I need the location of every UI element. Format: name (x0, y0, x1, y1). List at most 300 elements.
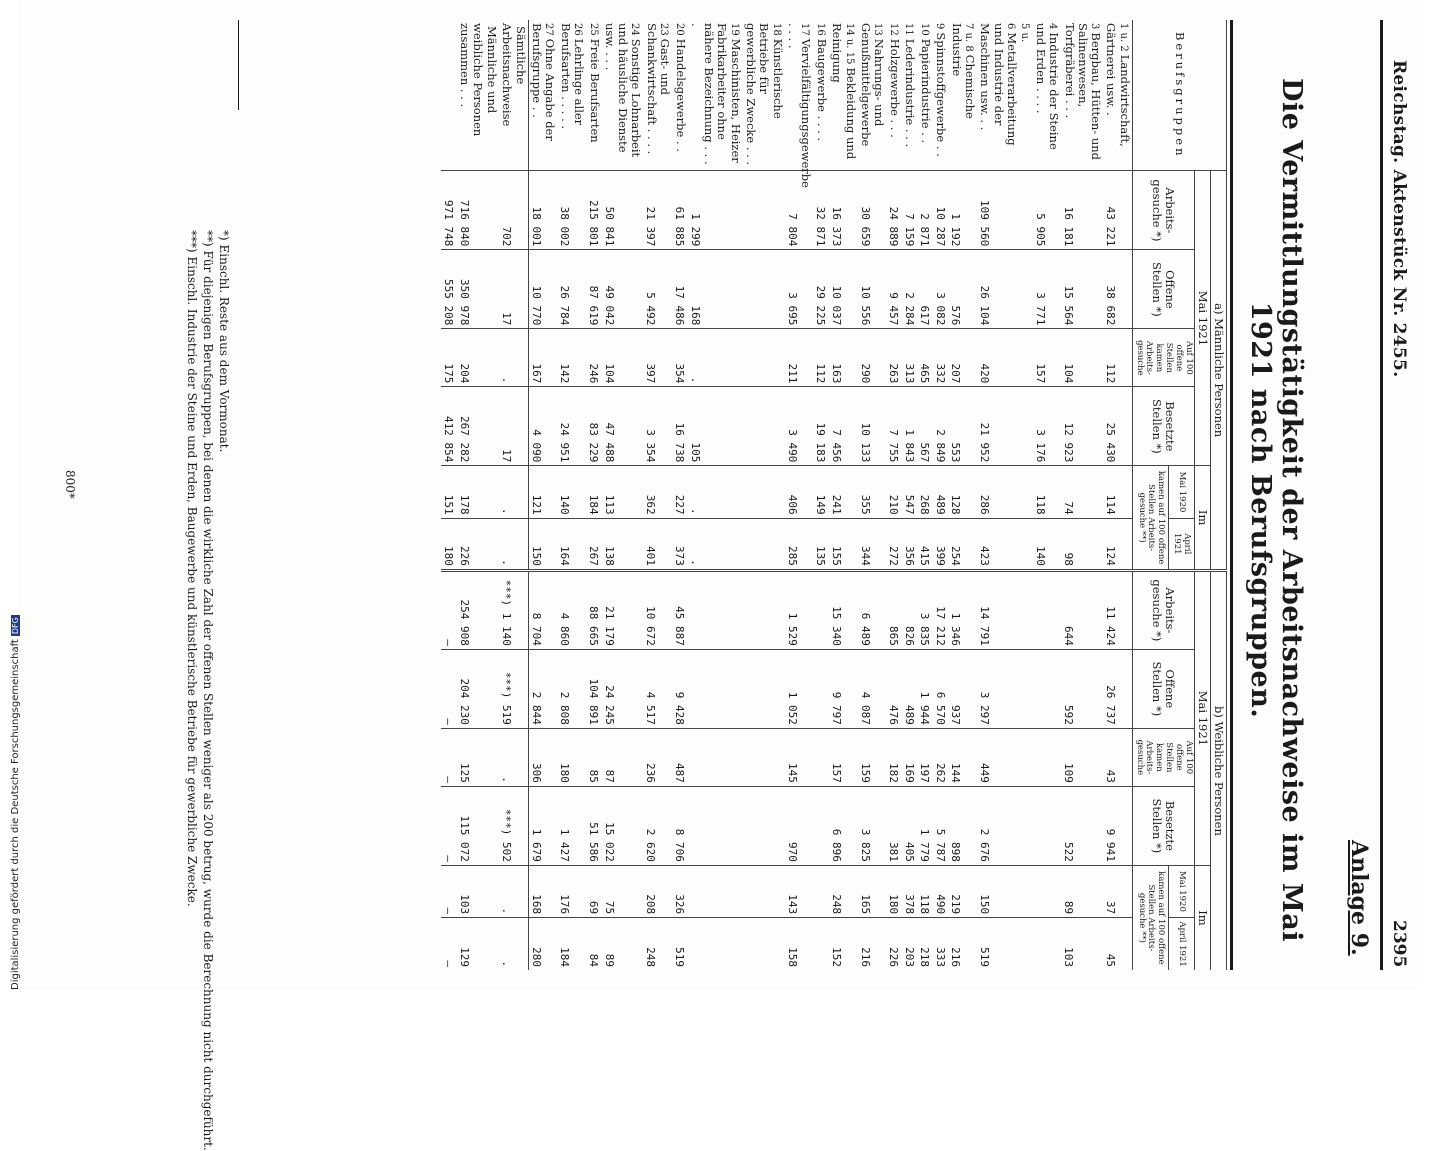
col-mai1920-w: Mai 1920 (1169, 865, 1194, 917)
row-label (499, 20, 528, 171)
running-header: Reichstag. Aktenstück Nr. 2455. (1389, 60, 1409, 378)
cell-m-3: 7 755 (886, 387, 902, 466)
col-im-note-w: kamen auf 100 offene Stellen Arbeits-gesuche **) (1132, 865, 1168, 970)
row-label (1033, 20, 1062, 171)
cell-m-4: 355 (858, 466, 887, 518)
col-arbeitsgesuche-m: Arbeits-gesuche *) (1132, 171, 1194, 250)
row-label-text: Nahrungs- und Genußmittelgewerbe (858, 23, 887, 147)
table-row (643, 20, 672, 970)
cell-m-3: 17 (499, 387, 528, 466)
cell-w-5: 45 (1103, 918, 1132, 970)
row-label (814, 20, 830, 171)
cell-m-5: 164 (557, 518, 586, 570)
cell-m-1: 3 771 (1033, 250, 1062, 329)
cell-w-2: 487 (672, 728, 688, 786)
cell-m-2: 104 (1061, 329, 1103, 387)
cell-m-1: 350 978 (457, 250, 499, 329)
cell-m-3: 3 354 (643, 387, 672, 466)
cell-w-0 (1033, 570, 1062, 649)
cell-w-1: 1 052 (785, 649, 814, 728)
cell-w-1: 1 944 (917, 649, 933, 728)
cell-m-2: 465 (917, 329, 933, 387)
cell-w-3: 522 (1061, 786, 1103, 865)
cell-m-0: 16 181 (1061, 171, 1103, 250)
cell-m-5: . (688, 518, 743, 570)
cell-w-0: 14 791 (977, 570, 1032, 649)
table-row (1033, 20, 1062, 970)
cell-m-5: 285 (785, 518, 814, 570)
cell-w-3 (1033, 786, 1062, 865)
cell-w-1: 592 (1061, 649, 1103, 728)
cell-m-1: 26 104 (977, 250, 1032, 329)
row-label-text: Spinnstoffgewerbe . . (934, 32, 949, 157)
cell-m-1: 3 082 (933, 250, 949, 329)
table-row (688, 20, 743, 970)
cell-w-1: 9 797 (829, 649, 858, 728)
cell-w-0: 644 (1061, 570, 1103, 649)
header-rule (1380, 20, 1383, 970)
cell-w-4: . (499, 865, 528, 917)
cell-m-3: 16 738 (672, 387, 688, 466)
cell-m-2: 163 (829, 329, 858, 387)
cell-m-5: 423 (977, 518, 1032, 570)
cell-w-0: 254 908 (457, 570, 499, 649)
cell-w-5: . (499, 918, 528, 970)
cell-w-5: 218 (917, 918, 933, 970)
cell-w-0: 3 835 (917, 570, 933, 649)
cell-w-1: 24 245 (602, 649, 644, 728)
row-number: 18 (770, 23, 782, 36)
cell-m-0: 21 397 (643, 171, 672, 250)
cell-w-2 (1033, 728, 1062, 786)
cell-m-4: 268 (917, 466, 933, 518)
cell-w-0: 6 489 (858, 570, 887, 649)
cell-m-2: 332 (933, 329, 949, 387)
row-number: 27 (543, 23, 555, 36)
cell-m-3 (743, 387, 785, 466)
cell-m-3: 21 952 (977, 387, 1032, 466)
cell-w-0 (814, 570, 830, 649)
cell-m-2: 420 (977, 329, 1032, 387)
table-row (977, 20, 1032, 970)
cell-m-3: 12 923 (1061, 387, 1103, 466)
cell-w-0: 865 (886, 570, 902, 649)
cell-w-5: — (441, 918, 457, 970)
row-label-text: Holzgewerbe . . . (887, 38, 902, 138)
cell-m-0 (743, 171, 785, 250)
cell-m-5: 226 (457, 518, 499, 570)
cell-w-5: 216 (948, 918, 977, 970)
cell-w-3: 3 825 (858, 786, 887, 865)
row-number: 10 (918, 23, 930, 36)
cell-w-5: 519 (977, 918, 1032, 970)
footnote-1: *) Einschl. Reste aus dem Vormonat. (217, 230, 231, 453)
cell-w-0: — (441, 570, 457, 649)
col-offene-w: Offene Stellen *) (1132, 649, 1194, 728)
cell-w-4 (743, 865, 785, 917)
cell-w-0: 4 860 (557, 570, 586, 649)
col-auf100-m: Auf 100 offene Stellen kamen Arbeits-gesuche (1132, 329, 1194, 387)
cell-m-3: 25 430 (1103, 387, 1132, 466)
cell-m-2: . (688, 329, 743, 387)
cell-m-5: 401 (643, 518, 672, 570)
col-april1921-w: April 1921 (1169, 918, 1194, 970)
cell-m-1: 26 784 (557, 250, 586, 329)
cell-w-2 (814, 728, 830, 786)
row-label (948, 20, 977, 171)
cell-w-0: 8 704 (528, 570, 557, 649)
cell-w-1: 204 230 (457, 649, 499, 728)
cell-m-1 (743, 250, 785, 329)
cell-m-0: 32 871 (814, 171, 830, 250)
cell-w-5: 84 (586, 918, 602, 970)
cell-w-3: 6 896 (829, 786, 858, 865)
cell-m-0: 38 002 (557, 171, 586, 250)
table-row (858, 20, 887, 970)
row-number: 1 u. 2 (1117, 23, 1129, 52)
cell-w-1 (688, 649, 743, 728)
cell-w-4: 490 (933, 865, 949, 917)
cell-w-4 (1033, 865, 1062, 917)
cell-m-2: 204 (457, 329, 499, 387)
table-row (785, 20, 814, 970)
row-label (672, 20, 688, 171)
cell-w-3 (743, 786, 785, 865)
cell-m-2: 290 (858, 329, 887, 387)
row-label-text: Künstlerische Betriebe für gewerbliche Zwecke . . . (744, 23, 785, 166)
cell-w-2: 197 (917, 728, 933, 786)
cell-w-1: 26 737 (1103, 649, 1132, 728)
cell-m-0: 16 373 (829, 171, 858, 250)
cell-w-4: 118 (917, 865, 933, 917)
cell-m-0: 24 889 (886, 171, 902, 250)
row-label (829, 20, 858, 171)
footnotes (183, 230, 232, 1151)
cell-m-4: 362 (643, 466, 672, 518)
cell-m-4: 184 (586, 466, 602, 518)
row-label (743, 20, 785, 171)
cell-w-2: 180 (557, 728, 586, 786)
page-footer-number: 800* (63, 470, 77, 499)
cell-m-2: 142 (557, 329, 586, 387)
row-label (457, 20, 499, 171)
row-label (1103, 20, 1132, 171)
table-row (602, 20, 644, 970)
cell-w-4: 143 (785, 865, 814, 917)
row-number: 3 (1089, 23, 1101, 30)
cell-m-3: 24 951 (557, 387, 586, 466)
cell-m-0: 1 299 (688, 171, 743, 250)
col-im-w: Im (1194, 865, 1210, 970)
cell-m-0: 50 841 (602, 171, 644, 250)
cell-m-5 (743, 518, 785, 570)
table-row (557, 20, 586, 970)
cell-m-2: 313 (902, 329, 918, 387)
cell-m-1: 38 682 (1103, 250, 1132, 329)
cell-w-1: 104 891 (586, 649, 602, 728)
page-number: 2395 (1389, 920, 1409, 968)
cell-w-1: ***) 519 (499, 649, 528, 728)
table-row (1061, 20, 1103, 970)
row-label-text: Handelsgewerbe . . (673, 38, 688, 152)
cell-w-1: 3 297 (977, 649, 1032, 728)
cell-w-0: 11 424 (1103, 570, 1132, 649)
row-number: 23 (658, 23, 670, 36)
cell-m-5: 124 (1103, 518, 1132, 570)
cell-w-3: 898 (948, 786, 977, 865)
cell-m-5: 140 (1033, 518, 1062, 570)
cell-m-4: 140 (557, 466, 586, 518)
row-label (933, 20, 949, 171)
cell-w-2: 182 (886, 728, 902, 786)
cell-w-2: 157 (829, 728, 858, 786)
table-body (441, 20, 1132, 970)
cell-m-1: 576 (948, 250, 977, 329)
cell-m-0: 30 659 (858, 171, 887, 250)
cell-w-0 (743, 570, 785, 649)
cell-m-1: 10 770 (528, 250, 557, 329)
table-row (586, 20, 602, 970)
cell-w-3: 51 586 (586, 786, 602, 865)
col-arbeitsgesuche-w: Arbeits-gesuche *) (1132, 570, 1194, 649)
row-label (528, 20, 557, 171)
cell-m-0: 5 905 (1033, 171, 1062, 250)
row-label-text: Freie Berufsarten (587, 38, 602, 143)
col-berufsgruppen: Berufsgruppen (1132, 20, 1226, 171)
footnote-2: **) Für diejenigen Berufsgruppen, bei denen die wirkliche Zahl der offenen Stellen weniger als 200 betrug, wurde die Berechnung nicht durchgeführt. (200, 230, 215, 1151)
cell-w-2: 145 (785, 728, 814, 786)
cell-m-5: 155 (829, 518, 858, 570)
cell-w-2: 449 (977, 728, 1032, 786)
cell-w-5: 248 (643, 918, 672, 970)
cell-w-5 (743, 918, 785, 970)
row-label-text: Sonstige Lohnarbeit und häusliche Dienste usw. . . . (602, 23, 644, 158)
row-label (902, 20, 918, 171)
cell-m-4: 121 (528, 466, 557, 518)
cell-m-4 (743, 466, 785, 518)
row-label-text: Männliche und weibliche Personen zusammen . . . (458, 23, 499, 137)
cell-w-3: 2 676 (977, 786, 1032, 865)
cell-m-3: 105 (688, 387, 743, 466)
cell-w-4: 168 (528, 865, 557, 917)
cell-w-0 (688, 570, 743, 649)
cell-m-5: 98 (1061, 518, 1103, 570)
cell-m-1: 10 556 (858, 250, 887, 329)
row-label-text: Sämtliche Arbeitsnachweise (500, 23, 528, 127)
cell-m-5: 254 (948, 518, 977, 570)
cell-w-4: 176 (557, 865, 586, 917)
row-label-text: Papierindustrie . . (918, 38, 933, 144)
cell-m-3: 553 (948, 387, 977, 466)
cell-w-3: 405 (902, 786, 918, 865)
cell-w-5: 152 (829, 918, 858, 970)
row-label (785, 20, 814, 188)
cell-m-1: 2 284 (902, 250, 918, 329)
cell-w-2 (743, 728, 785, 786)
cell-w-0: 88 665 (586, 570, 602, 649)
row-number: 5 u. 6 (1005, 23, 1030, 43)
cell-m-0: 702 (499, 171, 528, 250)
cell-m-4: . (499, 466, 528, 518)
cell-m-0: 109 560 (977, 171, 1032, 250)
credit-text: Digitalisierung gefördert durch die Deutsche Forschungsgemeinschaft (10, 639, 21, 990)
cell-m-0: 61 885 (672, 171, 688, 250)
col-april1921-m: April 1921 (1169, 518, 1194, 570)
cell-w-4: — (441, 865, 457, 917)
digitization-credit (10, 615, 21, 990)
cell-w-2: 159 (858, 728, 887, 786)
cell-m-5: 267 (586, 518, 602, 570)
row-label-text: Gast- und Schankwirtschaft . . . . (644, 23, 673, 155)
cell-w-5: 280 (528, 918, 557, 970)
cell-w-5: 103 (1061, 918, 1103, 970)
cell-m-2: 104 (602, 329, 644, 387)
dfg-logo: DFG (11, 617, 20, 635)
cell-m-3: 4 090 (528, 387, 557, 466)
cell-m-3: 19 183 (814, 387, 830, 466)
cell-w-1 (1033, 649, 1062, 728)
row-label (441, 20, 457, 171)
cell-m-2: 112 (1103, 329, 1132, 387)
cell-m-5: 356 (902, 518, 918, 570)
cell-w-3 (688, 786, 743, 865)
cell-m-3: 47 488 (602, 387, 644, 466)
table-row (672, 20, 688, 970)
cell-w-3 (814, 786, 830, 865)
cell-w-5 (688, 918, 743, 970)
table-row (441, 20, 457, 970)
cell-w-1: 4 517 (643, 649, 672, 728)
cell-m-1: 10 037 (829, 250, 858, 329)
cell-w-5: 129 (457, 918, 499, 970)
cell-m-3: 3 490 (785, 387, 814, 466)
row-number: 16 (815, 23, 826, 36)
cell-m-4: 74 (1061, 466, 1103, 518)
cell-w-5: 203 (902, 918, 918, 970)
cell-m-4: 241 (829, 466, 858, 518)
cell-m-2: 397 (643, 329, 672, 387)
cell-w-1: 489 (902, 649, 918, 728)
cell-m-1: 29 225 (814, 250, 830, 329)
row-number: 20 (673, 23, 685, 36)
cell-m-4: 178 (457, 466, 499, 518)
cell-w-4: 180 (886, 865, 902, 917)
row-label-text: Metallverarbeitung und Industrie der Maschinen usw. . . (978, 23, 1020, 146)
cell-m-1: 49 042 (602, 250, 644, 329)
table-row (528, 20, 557, 970)
cell-m-4: 118 (1033, 466, 1062, 518)
cell-w-2: 109 (1061, 728, 1103, 786)
cell-w-1: — (441, 649, 457, 728)
col-besetzte-w: Besetzte Stellen *) (1132, 786, 1194, 865)
table-row (457, 20, 499, 970)
section-maennlich: a) Männliche Personen (1210, 171, 1226, 570)
cell-w-3: 115 072 (457, 786, 499, 865)
row-label-text: Vervielfältigungsgewerbe . . . . (786, 23, 814, 188)
cell-m-0: 215 801 (586, 171, 602, 250)
row-number: 12 (887, 23, 899, 36)
cell-m-4: 489 (933, 466, 949, 518)
cell-w-4: 208 (643, 865, 672, 917)
cell-m-3: 567 (917, 387, 933, 466)
cell-m-0: 716 840 (457, 171, 499, 250)
cell-m-2: 354 (672, 329, 688, 387)
cell-w-3: — (441, 786, 457, 865)
cell-m-2: 112 (814, 329, 830, 387)
cell-m-1: 168 (688, 250, 743, 329)
cell-m-4: 151 (441, 466, 457, 518)
cell-m-2 (743, 329, 785, 387)
cell-w-3: 9 941 (1103, 786, 1132, 865)
cell-w-0: 10 672 (643, 570, 672, 649)
col-mai-1921-w: Mai 1921 (1194, 570, 1210, 865)
table-row (902, 20, 918, 970)
cell-w-3: 5 787 (933, 786, 949, 865)
cell-w-3: 1 427 (557, 786, 586, 865)
cell-m-0: 1 192 (948, 171, 977, 250)
row-label-text: Ohne Angabe der Berufsgruppe . . (529, 23, 558, 141)
cell-m-0: 7 159 (902, 171, 918, 250)
cell-m-1: 17 (499, 250, 528, 329)
row-label (917, 20, 933, 171)
cell-m-5: 180 (441, 518, 457, 570)
cell-w-0: 1 346 (948, 570, 977, 649)
cell-m-4: 149 (814, 466, 830, 518)
row-label-text: Bergbau, Hütten- und Salinenwesen, Torfgräberei . . . (1062, 23, 1104, 161)
cell-w-0: 15 340 (829, 570, 858, 649)
row-label (586, 20, 602, 171)
row-label (643, 20, 672, 171)
col-auf100-w: Auf 100 offene Stellen kamen Arbeits-gesuche (1132, 728, 1194, 786)
cell-w-4: 326 (672, 865, 688, 917)
cell-w-2: 43 (1103, 728, 1132, 786)
cell-w-5: 158 (785, 918, 814, 970)
cell-m-1: 15 564 (1061, 250, 1103, 329)
cell-w-4: 150 (977, 865, 1032, 917)
table-row (948, 20, 977, 970)
table-row (933, 20, 949, 970)
cell-m-4: 547 (902, 466, 918, 518)
cell-w-1: 9 428 (672, 649, 688, 728)
cell-m-1: 87 619 (586, 250, 602, 329)
cell-m-4: 114 (1103, 466, 1132, 518)
table-row (829, 20, 858, 970)
cell-m-2: . (499, 329, 528, 387)
cell-m-4: 128 (948, 466, 977, 518)
table-row (917, 20, 933, 970)
cell-w-4: 165 (858, 865, 887, 917)
row-number: 25 (587, 23, 599, 36)
cell-w-2: . (499, 728, 528, 786)
cell-m-1: 617 (917, 250, 933, 329)
row-label (1061, 20, 1103, 171)
cell-w-3: 8 706 (672, 786, 688, 865)
cell-m-0: 2 871 (917, 171, 933, 250)
section-weiblich: b) Weibliche Personen (1210, 570, 1226, 970)
cell-w-2: 236 (643, 728, 672, 786)
cell-w-2: 87 (602, 728, 644, 786)
row-number: 19 (728, 23, 740, 36)
cell-m-5: 344 (858, 518, 887, 570)
row-number: 14 u. 15 (843, 23, 855, 65)
cell-w-1: 2 808 (557, 649, 586, 728)
col-mai1920-m: Mai 1920 (1169, 466, 1194, 518)
cell-w-4: 378 (902, 865, 918, 917)
row-label-text: Lehrlinge aller Berufsarten . . . . . (558, 23, 587, 130)
cell-m-3: 267 282 (457, 387, 499, 466)
cell-m-5: 150 (528, 518, 557, 570)
cell-m-2: 175 (441, 329, 457, 387)
